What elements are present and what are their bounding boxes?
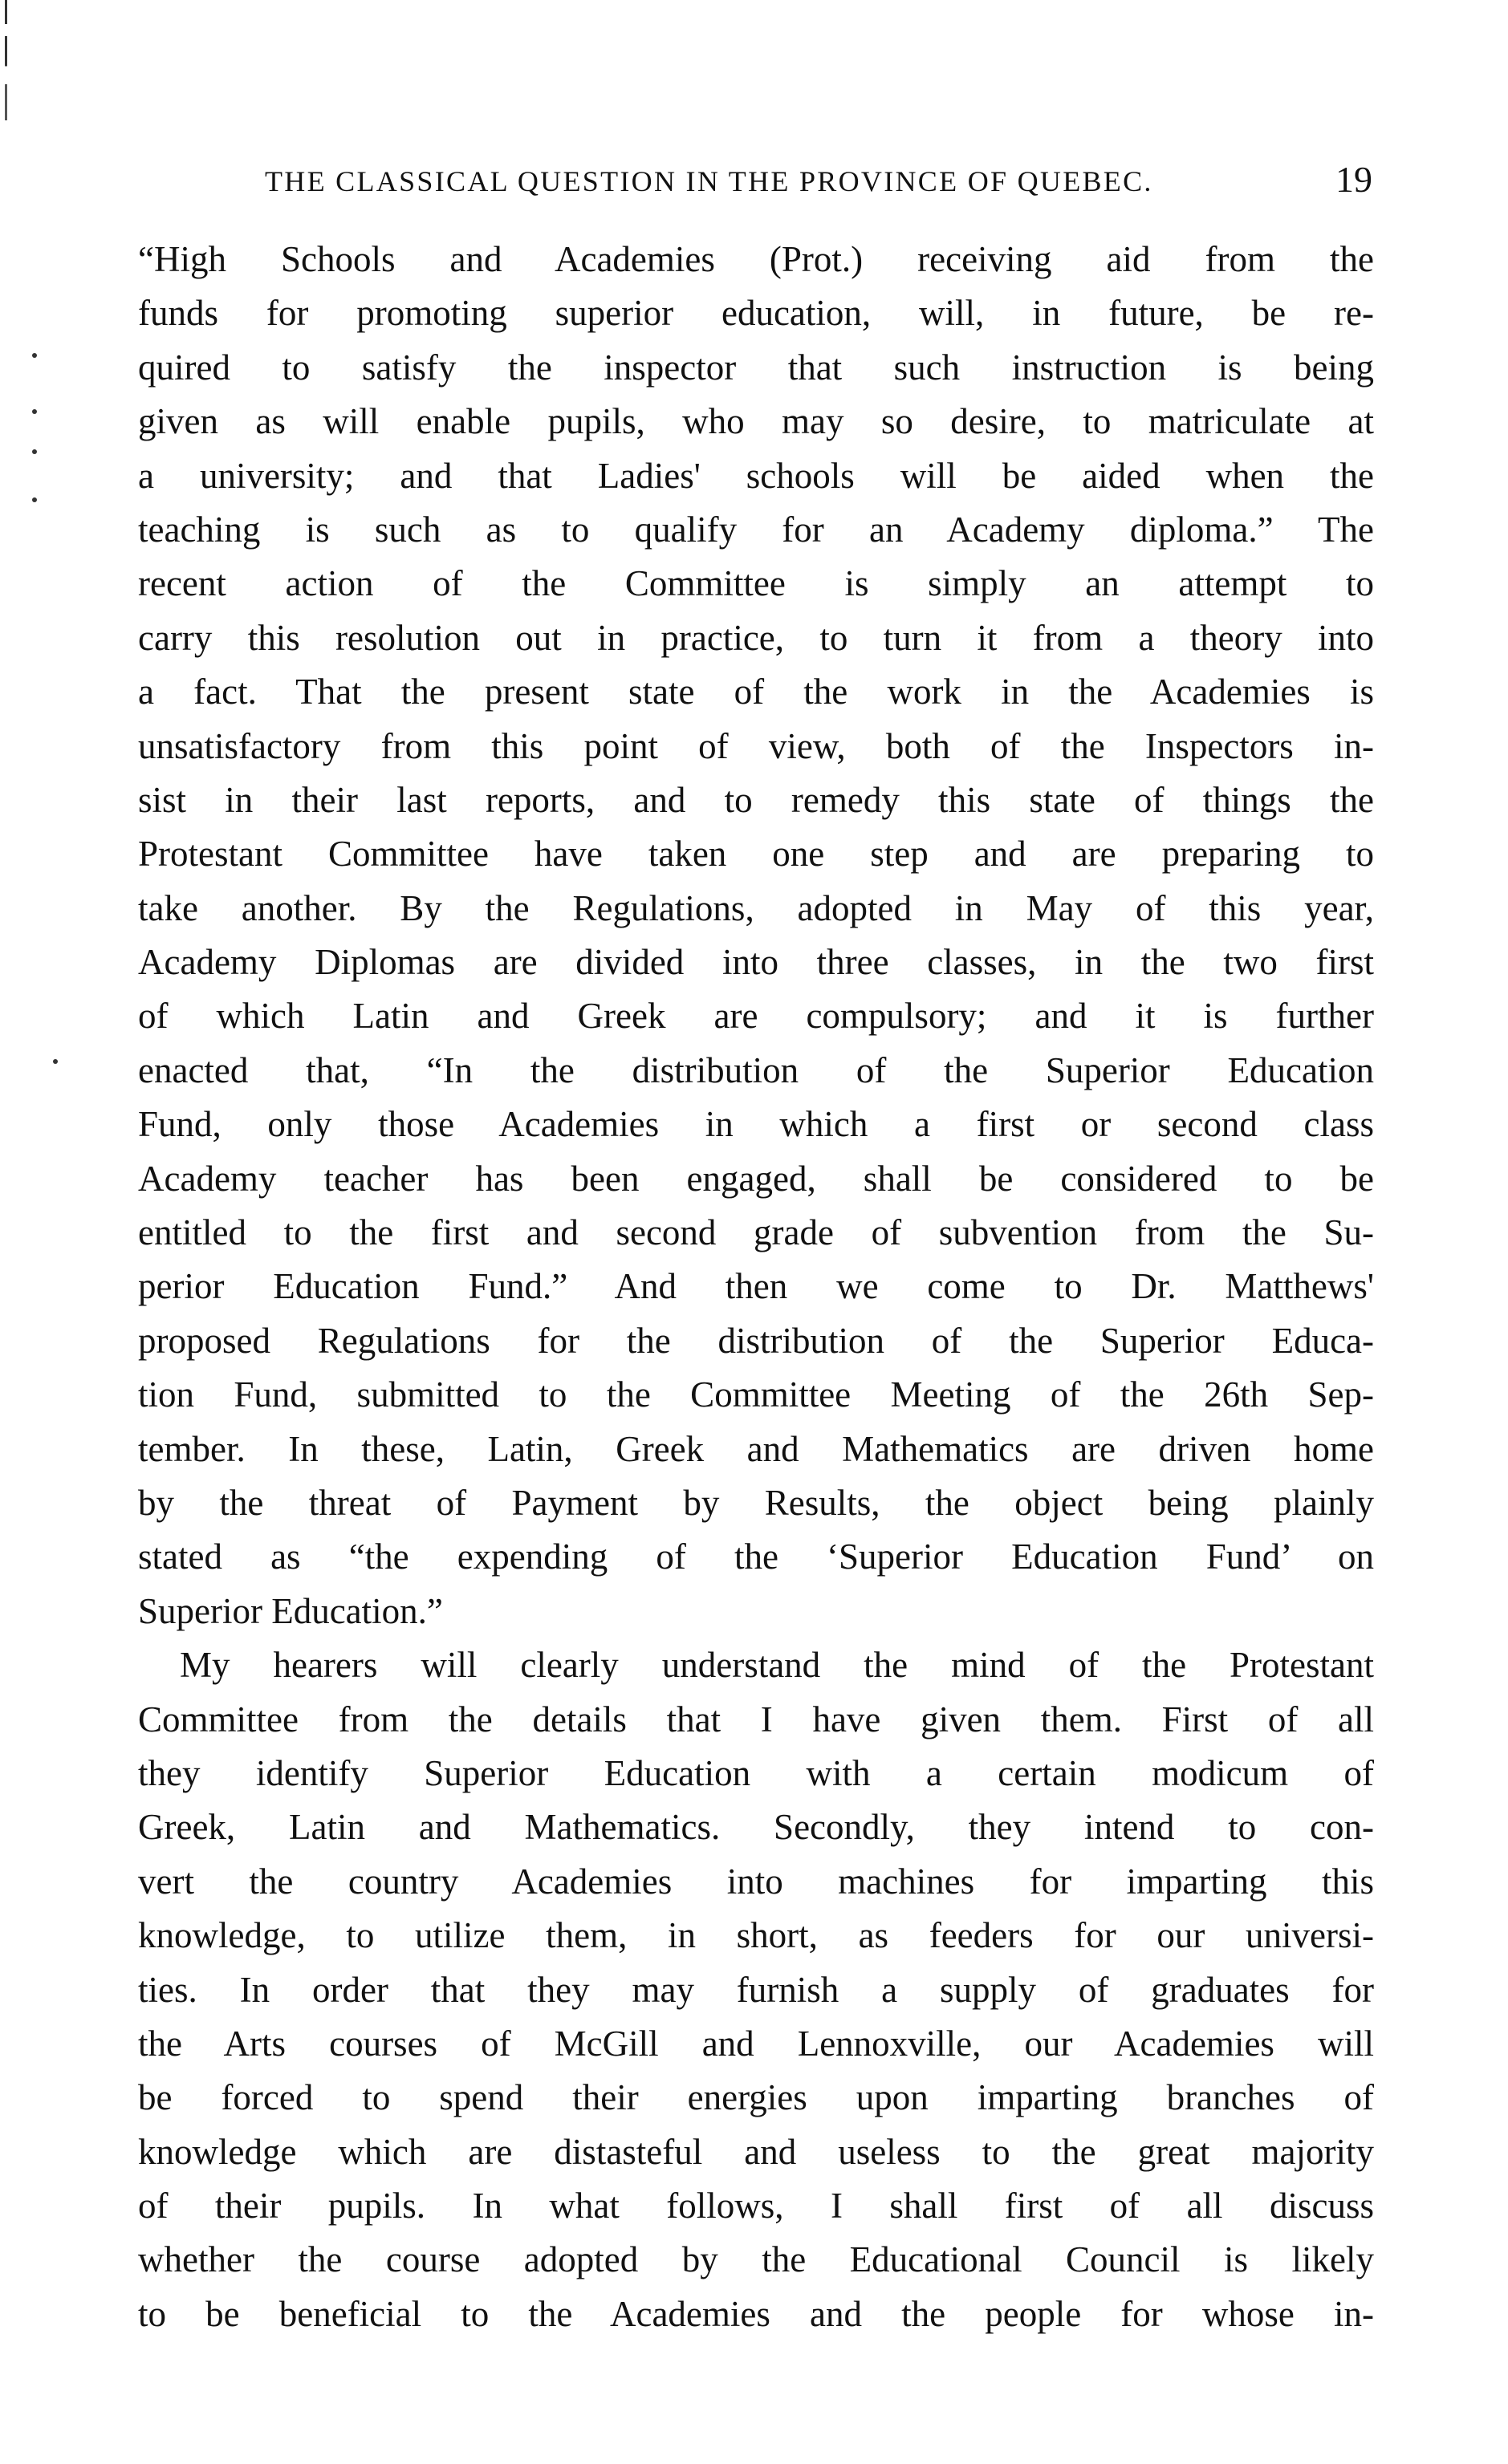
- text-line: teaching is such as to qualify for an Academy diploma.” The: [138, 509, 1374, 550]
- text-line: of which Latin and Greek are compulsory; and it is further: [138, 996, 1374, 1037]
- text-line: unsatisfactory from this point of view, both of the Inspectors in-: [138, 725, 1374, 766]
- text-line: vert the country Academies into machines for imparting this: [138, 1861, 1374, 1902]
- text-line: My hearers will clearly understand the mind of the Protestant: [180, 1645, 1374, 1686]
- text-line: enacted that, “In the distribution of the Superior Education: [138, 1049, 1374, 1090]
- text-line: tion Fund, submitted to the Committee Meeting of the 26th Sep-: [138, 1374, 1374, 1415]
- text-line: Greek, Latin and Mathematics. Secondly, they intend to con-: [138, 1807, 1374, 1848]
- paragraph-commentary: [138, 1638, 1374, 2341]
- text-line: Fund, only those Academies in which a first or second class: [138, 1104, 1374, 1145]
- scan-margin-mark: [5, 0, 7, 120]
- running-head-title: THE CLASSICAL QUESTION IN THE PROVINCE OF QUEBEC.: [265, 165, 1153, 197]
- page-number: 19: [1335, 159, 1372, 200]
- scan-speck: [53, 1059, 58, 1064]
- scan-speck: [32, 353, 37, 358]
- paragraph-quotation: [138, 233, 1374, 1638]
- text-line: recent action of the Committee is simply an attempt to: [138, 563, 1374, 604]
- running-head: [265, 159, 1372, 213]
- text-line: Superior Education.”: [138, 1590, 443, 1631]
- text-line: Committee from the details that I have given them. First of all: [138, 1699, 1374, 1739]
- text-line: Protestant Committee have taken one step and are preparing to: [138, 834, 1374, 875]
- text-line: whether the course adopted by the Educational Council is likely: [138, 2239, 1374, 2280]
- scan-speck: [32, 409, 37, 414]
- text-line: entitled to the first and second grade of subvention from the Su-: [138, 1212, 1374, 1253]
- text-line: a fact. That the present state of the work in the Academies is: [138, 672, 1374, 712]
- text-line: take another. By the Regulations, adopted in May of this year,: [138, 887, 1374, 928]
- body-text: [138, 233, 1374, 2341]
- text-line: stated as “the expending of the ‘Superior Education Fund’ on: [138, 1536, 1374, 1577]
- text-line: knowledge, to utilize them, in short, as feeders for our universi-: [138, 1915, 1374, 1956]
- scan-speck: [32, 497, 37, 502]
- text-line: quired to satisfy the inspector that such instruction is being: [138, 347, 1374, 388]
- text-line: carry this resolution out in practice, to turn it from a theory into: [138, 617, 1374, 658]
- text-line: perior Education Fund.” And then we come to Dr. Matthews': [138, 1266, 1374, 1307]
- text-line: tember. In these, Latin, Greek and Mathematics are driven home: [138, 1428, 1374, 1469]
- text-line: of their pupils. In what follows, I shall first of all discuss: [138, 2186, 1374, 2227]
- text-line: Academy Diplomas are divided into three classes, in the two first: [138, 942, 1374, 983]
- text-line: given as will enable pupils, who may so desire, to matriculate at: [138, 401, 1374, 442]
- scan-speck: [32, 449, 37, 454]
- text-line: knowledge which are distasteful and useless to the great majority: [138, 2131, 1374, 2172]
- text-line: to be beneficial to the Academies and the people for whose in-: [138, 2293, 1374, 2334]
- text-line: Academy teacher has been engaged, shall be considered to be: [138, 1158, 1374, 1199]
- text-line: the Arts courses of McGill and Lennoxville, our Academies will: [138, 2023, 1374, 2064]
- text-line: they identify Superior Education with a certain modicum of: [138, 1752, 1374, 1793]
- text-line: proposed Regulations for the distribution of the Superior Educa-: [138, 1320, 1374, 1361]
- text-line: sist in their last reports, and to remedy this state of things the: [138, 779, 1374, 820]
- text-line: funds for promoting superior education, will, in future, be re-: [138, 293, 1374, 334]
- text-line: “High Schools and Academies (Prot.) receiving aid from the: [138, 239, 1374, 279]
- text-line: ties. In order that they may furnish a supply of graduates for: [138, 1969, 1374, 2010]
- text-line: a university; and that Ladies' schools will be aided when the: [138, 455, 1374, 496]
- text-line: be forced to spend their energies upon imparting branches of: [138, 2077, 1374, 2118]
- text-line: by the threat of Payment by Results, the object being plainly: [138, 1482, 1374, 1523]
